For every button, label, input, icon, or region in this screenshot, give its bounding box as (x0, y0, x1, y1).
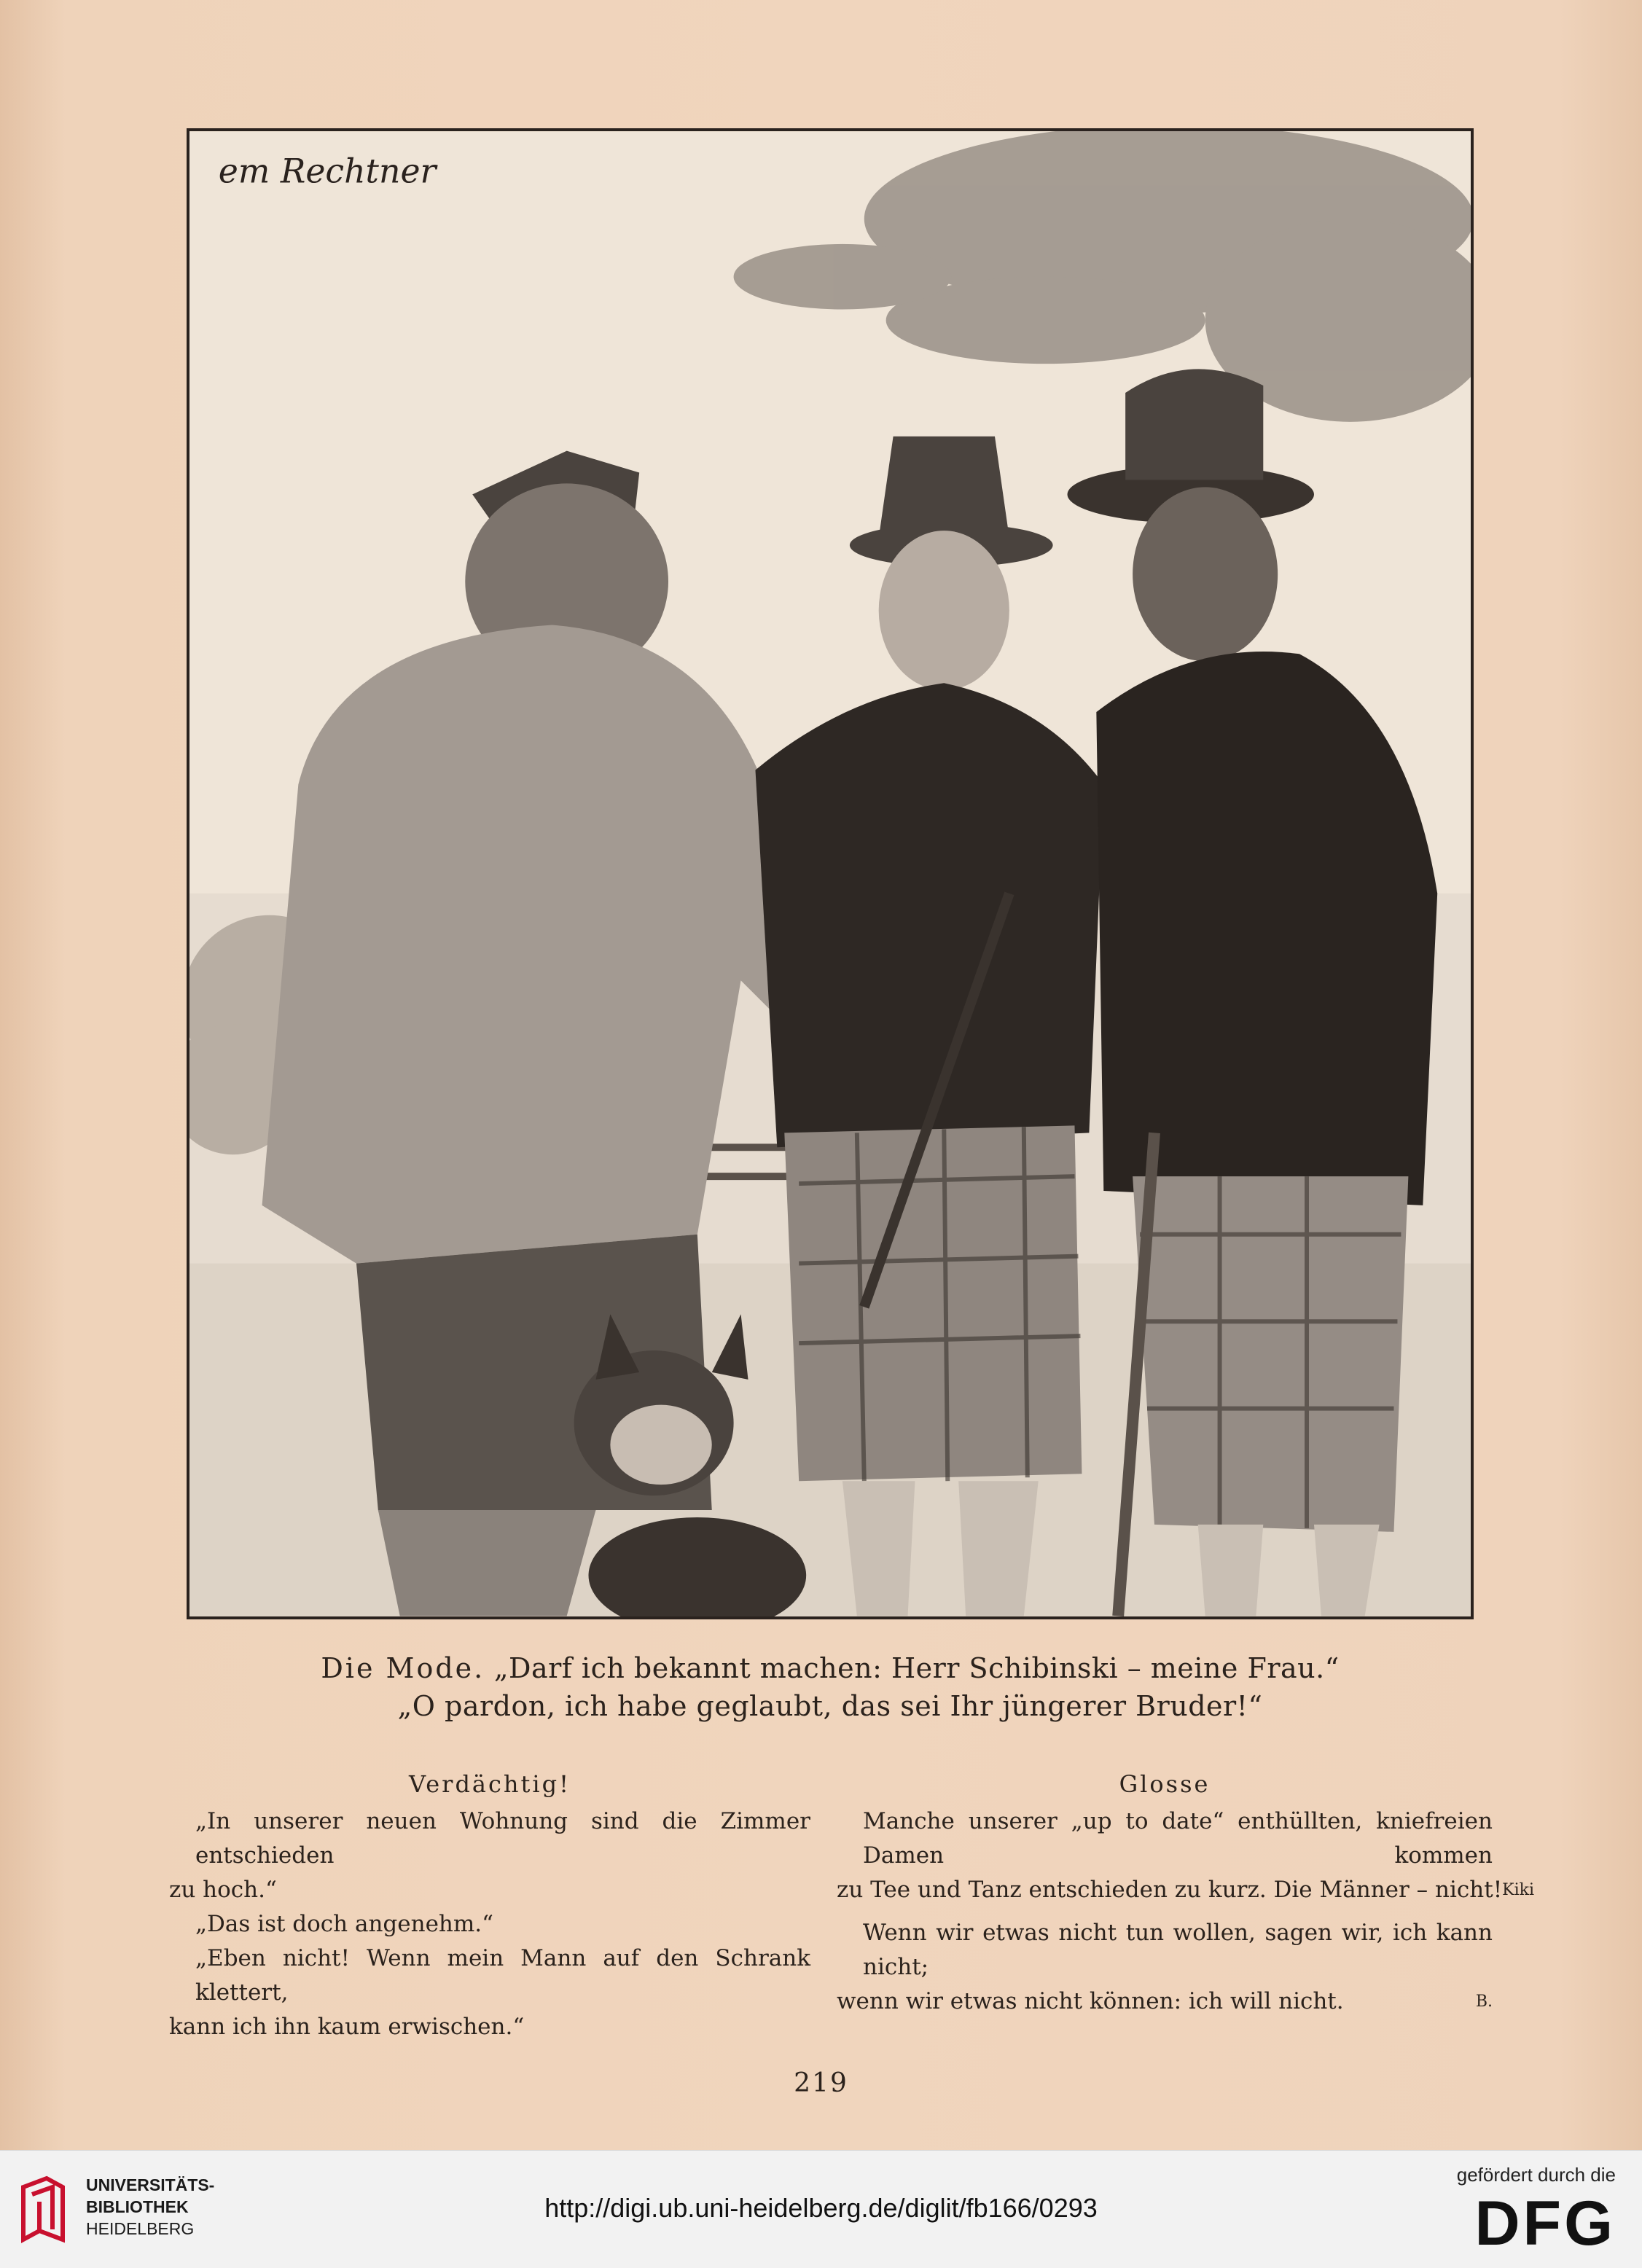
text-line: Manche unserer „up to date“ enthüllten, kniefreien Damen kommen (863, 1808, 1493, 1869)
caption-text-1: „Darf ich bekannt machen: Herr Schibinski – meine Frau.“ (493, 1652, 1340, 1684)
logo-line: BIBLIOTHEK (86, 2197, 189, 2216)
caption-line-2: „O pardon, ich habe geglaubt, das sei Ihr jüngerer Bruder!“ (397, 1690, 1263, 1722)
dfg-logo: DFG (1474, 2189, 1616, 2259)
text-line: Wenn wir etwas nicht tun wollen, sagen wir, ich kann nicht; (863, 1920, 1493, 1980)
funding-notice (1456, 2164, 1616, 2259)
funded-by-text: gefördert durch die (1456, 2164, 1616, 2186)
author-signature: Kiki (1502, 1881, 1534, 1899)
permalink-url[interactable]: http://digi.ub.uni-heidelberg.de/diglit/fb166/0293 (544, 2193, 1098, 2223)
text-line: zu Tee und Tanz entschieden zu kurz. Die Männer – nicht! (837, 1877, 1503, 1903)
text-line: „Eben nicht! Wenn mein Mann auf den Schrank klettert, (195, 1945, 810, 2006)
text-line: kann ich ihn kaum erwischen.“ (169, 2014, 525, 2040)
text-line-with-signature (837, 1984, 1493, 2019)
text-line: wenn wir etwas nicht können: ich will nicht. (837, 1988, 1344, 2014)
caption-line-1 (187, 1654, 1474, 1682)
text-line: „In unserer neuen Wohnung sind die Zimmer entschieden (195, 1808, 810, 1869)
logo-line: UNIVERSITÄTS- (86, 2175, 215, 2194)
logo-line: HEIDELBERG (86, 2219, 195, 2238)
article-title: Verdächtig! (409, 1770, 571, 1798)
illustration-drawing (189, 131, 1471, 1616)
article-glosse (837, 1767, 1534, 2019)
illustration (187, 128, 1474, 1619)
caption-label: Die Mode. (321, 1652, 485, 1684)
page-number: 219 (794, 2068, 848, 2098)
article-verdaechtig (169, 1767, 810, 2044)
text-line: zu hoch.“ (169, 1877, 277, 1903)
text-line-with-signature (837, 1873, 1534, 1907)
artist-signature: em Rechtner (218, 151, 437, 191)
article-title: Glosse (1119, 1770, 1211, 1798)
footer-bar (0, 2150, 1642, 2268)
author-signature: B. (1475, 1993, 1493, 2011)
text-line: „Das ist doch angenehm.“ (195, 1911, 493, 1937)
